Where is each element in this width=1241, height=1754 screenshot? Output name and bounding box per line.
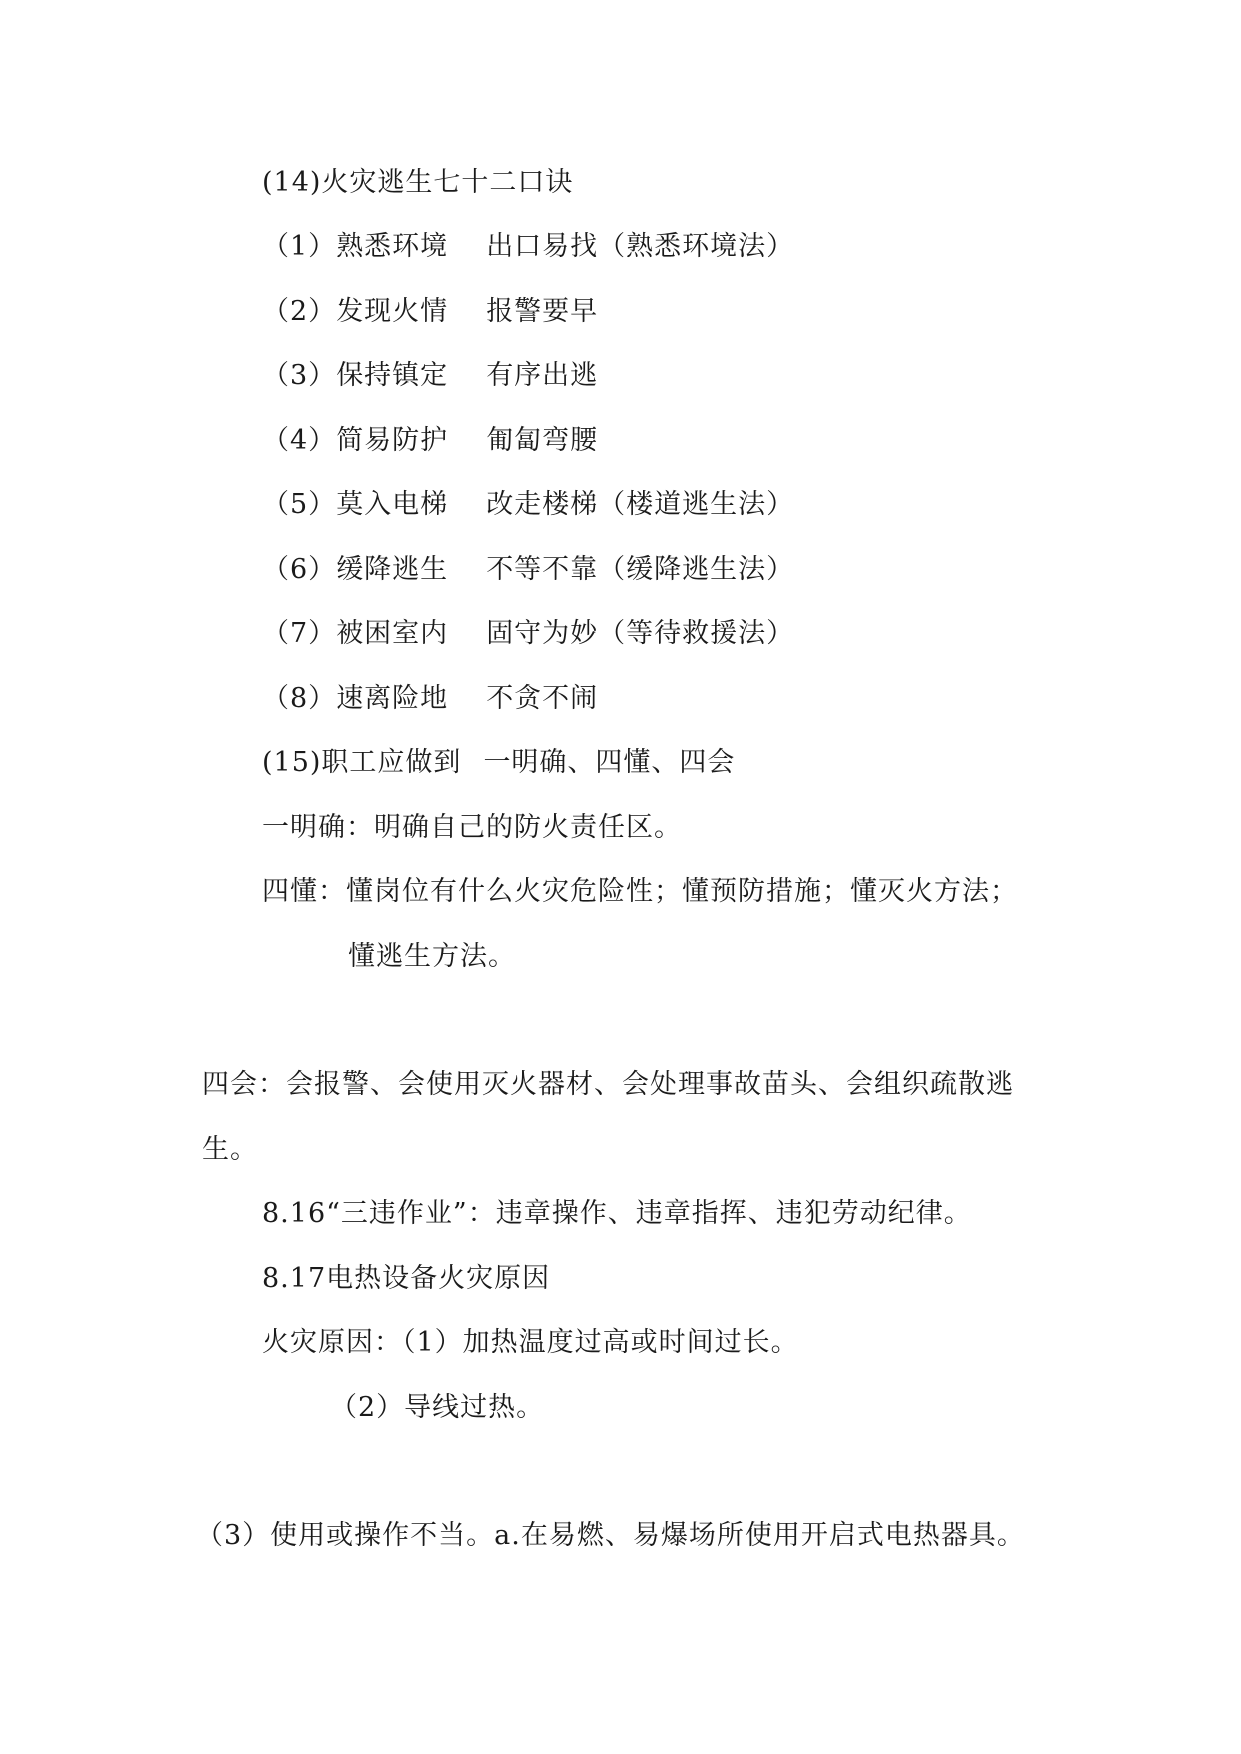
item-number: （5） [262,489,337,520]
item-number: （3） [262,360,337,391]
item-phrase-b: 不等不靠（缓降逃生法） [486,554,795,585]
item-phrase-b: 改走楼梯（楼道逃生法） [486,489,795,520]
cause-line-2: （2）导线过热。 [330,1392,545,1423]
heading-15-prefix: (15)职工应做到 [262,747,462,778]
escape-item [262,230,794,264]
item-phrase-b: 匍匐弯腰 [486,425,599,456]
cause-line-1: 火灾原因：（1）加热温度过高或时间过长。 [262,1327,799,1358]
item-phrase-b: 固守为妙（等待救援法） [486,618,795,649]
item-phrase-b: 报警要早 [486,296,599,327]
item-number: （1） [262,231,337,262]
item-phrase-a: 简易防护 [336,425,449,456]
escape-item [262,424,598,458]
section-heading-817: 8.17电热设备火灾原因 [262,1263,551,1294]
item-number: （7） [262,618,337,649]
escape-item [262,682,598,716]
escape-item [262,488,794,522]
escape-item [262,617,794,651]
yi-ming-que-paragraph: 一明确：明确自己的防火责任区。 [262,812,682,843]
section-heading-14: (14)火灾逃生七十二口诀 [262,167,574,198]
item-phrase-b: 出口易找（熟悉环境法） [486,231,795,262]
si-dong-paragraph-line1: 四懂：懂岗位有什么火灾危险性；懂预防措施；懂灭火方法； [262,876,1018,907]
cause-line-3: （3）使用或操作不当。a.在易燃、易爆场所使用开启式电热器具。 [196,1520,1025,1551]
section-heading-15 [262,746,735,780]
item-phrase-a: 发现火情 [336,296,449,327]
item-number: （4） [262,425,337,456]
heading-15-summary: 一明确、四懂、四会 [483,747,736,778]
escape-item [262,553,794,587]
item-phrase-a: 被困室内 [336,618,449,649]
item-phrase-b: 有序出逃 [486,360,599,391]
item-phrase-a: 熟悉环境 [336,231,449,262]
item-number: （2） [262,296,337,327]
item-phrase-a: 莫入电梯 [336,489,449,520]
item-phrase-a: 速离险地 [336,683,449,714]
si-hui-paragraph-line1: 四会：会报警、会使用灭火器材、会处理事故苗头、会组织疏散逃 [202,1069,1014,1100]
escape-item [262,359,598,393]
san-wei-paragraph: 8.16“三违作业”：违章操作、违章指挥、违犯劳动纪律。 [262,1198,972,1229]
item-phrase-a: 缓降逃生 [336,554,449,585]
item-number: （8） [262,683,337,714]
si-hui-paragraph-line2: 生。 [202,1134,258,1165]
item-number: （6） [262,554,337,585]
si-dong-paragraph-line2: 懂逃生方法。 [348,941,516,972]
item-phrase-b: 不贪不闹 [486,683,599,714]
item-phrase-a: 保持镇定 [336,360,449,391]
escape-item [262,295,598,329]
